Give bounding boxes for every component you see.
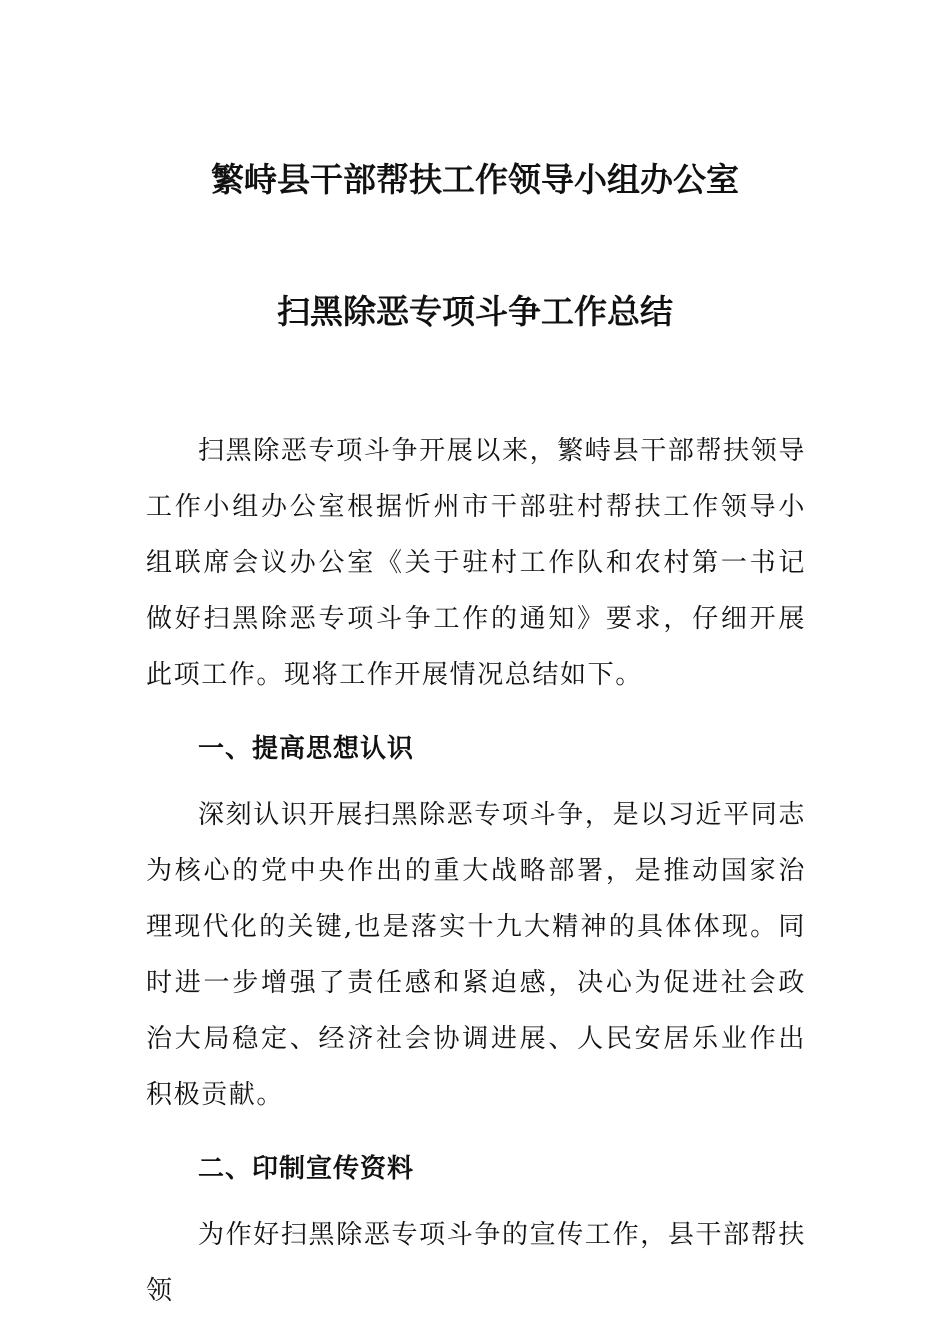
document-title-line-2: 扫黑除恶专项斗争工作总结 xyxy=(277,292,673,331)
document-title-line-1: 繁峙县干部帮扶工作领导小组办公室 xyxy=(211,160,739,199)
section-1-heading: 一、提高思想认识 xyxy=(198,734,415,764)
section-1-paragraph: 深刻认识开展扫黑除恶专项斗争，是以习近平同志为核心的党中央作出的重大战略部署，是推动国家治理现代化的关键,也是落实十九大精神的具体体现。同时进一步增强了责任感和紧迫感，决心为促进社会政治大局稳定、经济社会协调进展、人民安居乐业作出积极贡献。 xyxy=(146,800,806,1110)
intro-paragraph: 扫黑除恶专项斗争开展以来，繁峙县干部帮扶领导工作小组办公室根据忻州市干部驻村帮扶工作领导小组联席会议办公室《关于驻村工作队和农村第一书记做好扫黑除恶专项斗争工作的通知》要求，仔细开展此项工作。现将工作开展情况总结如下。 xyxy=(146,436,806,690)
section-2-heading: 二、印制宣传资料 xyxy=(198,1154,415,1184)
section-2-paragraph: 为作好扫黑除恶专项斗争的宣传工作，县干部帮扶领 xyxy=(146,1220,806,1306)
document-body xyxy=(146,423,806,1319)
